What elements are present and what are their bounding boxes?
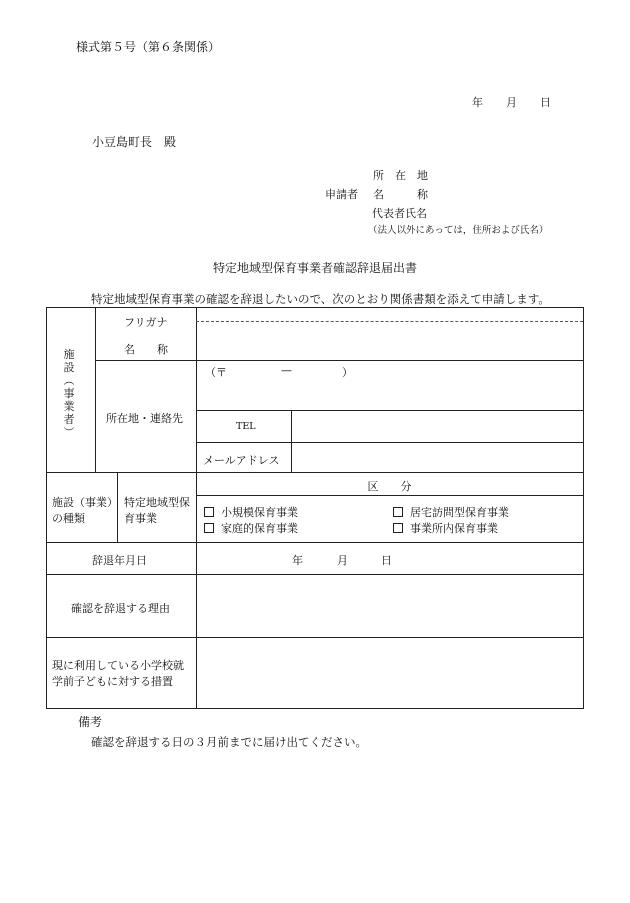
program-label-line2: 育事業 — [124, 512, 157, 525]
checkbox[interactable] — [204, 507, 214, 517]
checkbox[interactable] — [393, 507, 403, 517]
facility-name-label: 名 称 — [124, 343, 168, 356]
postal-prefix: （〒 — [205, 366, 227, 379]
withdraw-month: 月 — [337, 554, 348, 567]
applicant-address-label: 所 在 地 — [373, 169, 428, 182]
email-label: メールアドレス — [203, 454, 280, 467]
checkbox[interactable] — [204, 523, 214, 533]
furigana-label: フリガナ — [124, 316, 168, 329]
withdraw-day: 日 — [381, 554, 392, 567]
facility-header-vertical: 施 設 ︵ 事 業 者 ︶ — [63, 348, 75, 439]
date-year: 年 — [472, 96, 483, 109]
measures-label-line2: 学前子どもに対する措置 — [52, 675, 173, 688]
program-label-line1: 特定地域型保 — [124, 496, 190, 509]
date-month: 月 — [506, 96, 517, 109]
type-label-line2: の種類 — [52, 512, 85, 525]
option-home-visit[interactable]: 居宅訪問型保育事業 — [393, 504, 509, 520]
withdraw-date-label: 辞退年月日 — [92, 554, 147, 567]
type-label-line1: 施設（事業） — [52, 496, 118, 509]
withdraw-year: 年 — [292, 554, 303, 567]
option-small-scale[interactable]: 小規模保育事業 — [204, 504, 298, 520]
addressee: 小豆島町長 殿 — [92, 135, 177, 149]
address-contact-label: 所在地・連絡先 — [106, 412, 183, 425]
applicant-label: 申請者 — [325, 188, 358, 201]
applicant-rep-label: 代表者氏名 — [372, 207, 427, 220]
checkbox[interactable] — [393, 523, 403, 533]
reason-label: 確認を辞退する理由 — [71, 602, 170, 615]
measures-label-line1: 現に利用している小学校就 — [52, 659, 184, 672]
document-title: 特定地域型保育事業者確認辞退届出書 — [212, 261, 417, 275]
tel-label: TEL — [236, 421, 256, 432]
applicant-name-label: 名 称 — [373, 188, 428, 201]
postal-dash: — — [281, 364, 292, 377]
category-header: 区 分 — [367, 480, 412, 493]
date-day: 日 — [540, 96, 551, 109]
postal-suffix: ） — [342, 366, 353, 379]
form-number: 様式第５号（第６条関係） — [76, 40, 221, 54]
option-family-care[interactable]: 家庭的保育事業 — [204, 520, 298, 536]
option-workplace[interactable]: 事業所内保育事業 — [393, 520, 498, 536]
applicant-note: （法人以外にあっては，住所および氏名） — [368, 225, 549, 236]
remarks-text: 確認を辞退する日の３月前までに届け出てください。 — [91, 735, 367, 749]
intro-text: 特定地域型保育事業の確認を辞退したいので、次のとおり関係書類を添えて申請します。 — [91, 292, 550, 306]
remarks-label: 備考 — [78, 715, 103, 729]
